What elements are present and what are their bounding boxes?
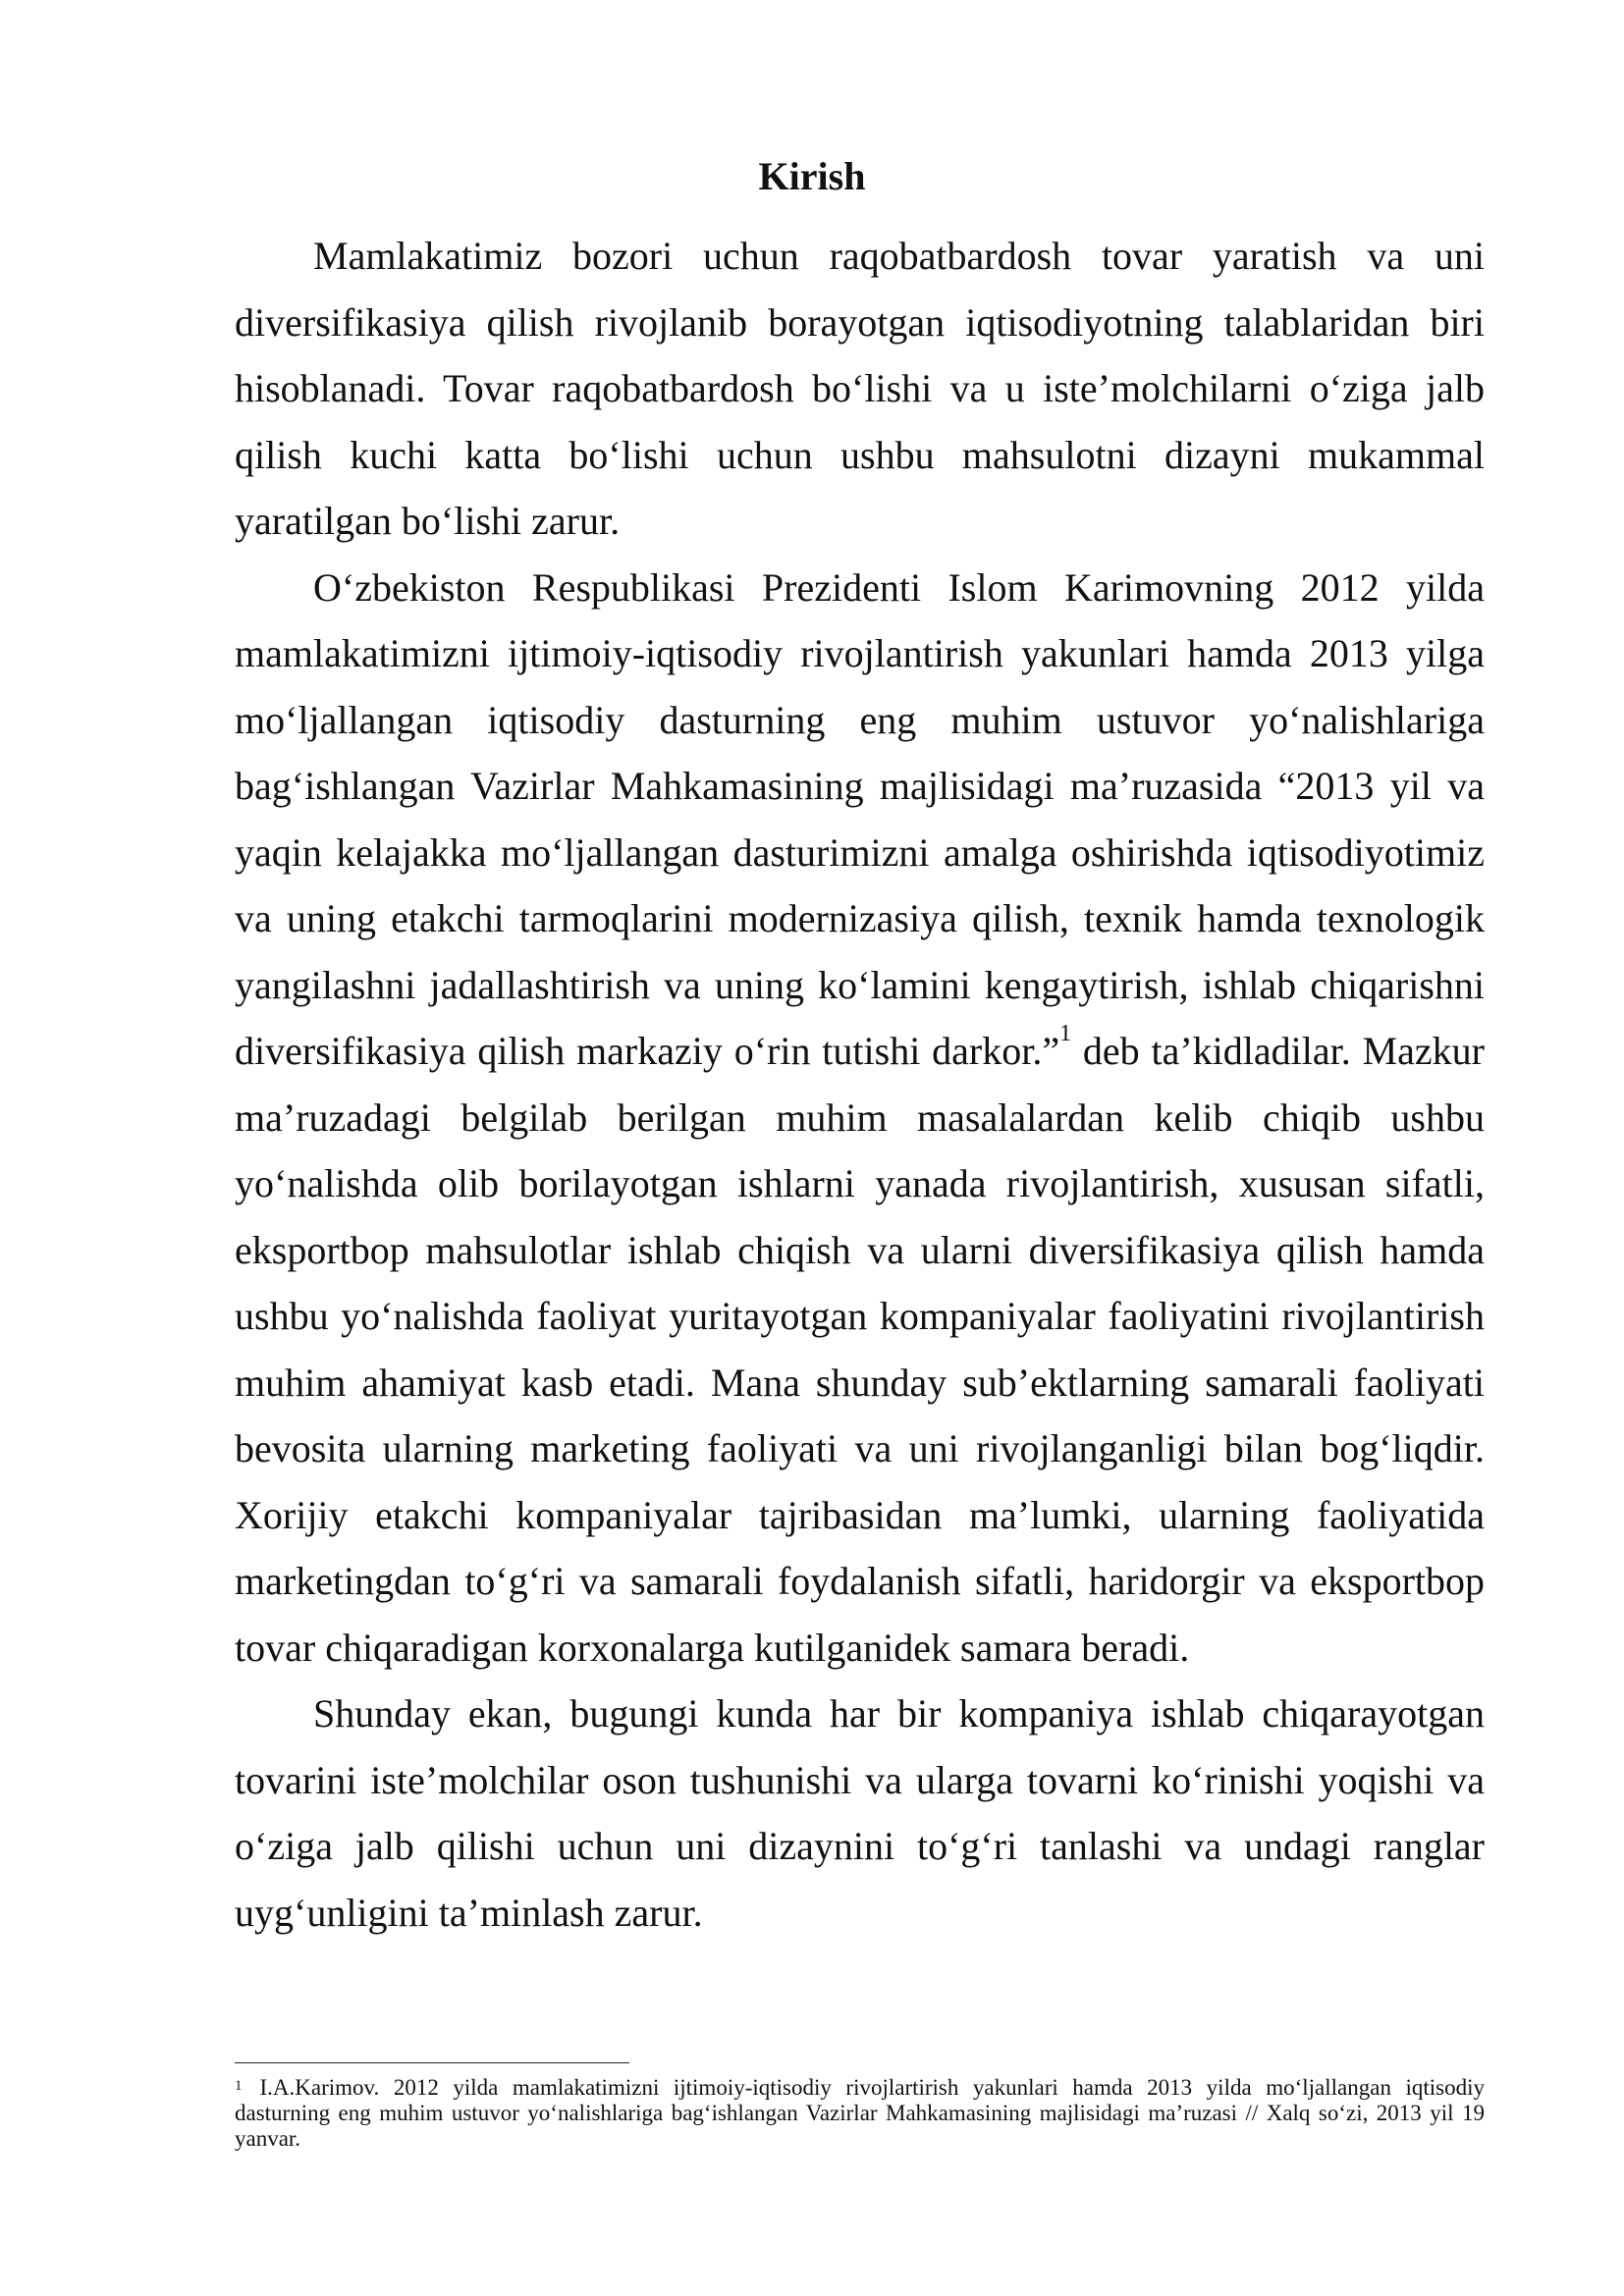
paragraph-2-part-2: deb ta’kidladilar. Mazkur ma’ruzadagi belgilab berilgan muhim masalalardan kelib chiqib ushbu yo‘nalishda olib borilayotgan ishlarni yanada rivojlantirish, xususan sifatli, eksportbop mahsulotlar ishlab chiqish va ularni diversifikasiya qilish hamda ushbu yo‘nalishda faoliyat yuritayotgan kompaniyalar faoliyatini rivojlantirish muhim ahamiyat kasb etadi. Mana shunday sub’ektlarning samarali faoliyati bevosita ularning marketing faoliyati va uni rivojlanganligi bilan bog‘liqdir. Xorijiy etakchi kompaniyalar tajribasidan ma’lumki, ularning faoliyatida marketingdan to‘g‘ri va samarali foydalanish sifatli, haridorgir va eksportbop tovar chiqaradigan korxonalarga kutilganidek samara beradi.	[235, 1029, 1485, 1670]
paragraph-2	[235, 555, 1485, 1682]
body-text	[235, 223, 1485, 1946]
paragraph-1: Mamlakatimiz bozori uchun raqobatbardosh tovar yaratish va uni diversifikasiya qilish rivojlanib borayotgan iqtisodiyotning talablaridan biri hisoblanadi. Tovar raqobatbardosh bo‘lishi va u iste’molchilarni o‘ziga jalb qilish kuchi katta bo‘lishi uchun ushbu mahsulotni dizayni mukammal yaratilgan bo‘lishi zarur.	[235, 234, 1485, 543]
paragraph-3: Shunday ekan, bugungi kunda har bir kompaniya ishlab chiqarayotgan tovarini iste’molchilar oson tushunishi va ularga tovarni ko‘rinishi yoqishi va o‘ziga jalb qilishi uchun uni dizaynini to‘g‘ri tanlashi va undagi ranglar uyg‘unligini ta’minlash zarur.	[235, 1691, 1485, 1935]
footnote-text: I.A.Karimov. 2012 yilda mamlakatimizni ijtimoiy-iqtisodiy rivojlartirish yakunlari hamda 2013 yilda mo‘ljallangan iqtisodiy dasturning eng muhim ustuvor yo‘nalishlariga bag‘ishlangan Vazirlar Mahkamasining majlisidagi ma’ruzasi // Xalq so‘zi, 2013 yil 19 yanvar.	[235, 2075, 1485, 2151]
paragraph-2-part-1: O‘zbekiston Respublikasi Prezidenti Islom Karimovning 2012 yilda mamlakatimizni ijtimoiy-iqtisodiy rivojlantirish yakunlari hamda 2013 yilga mo‘ljallangan iqtisodiy dasturning eng muhim ustuvor yo‘nalishlariga bag‘ishlangan Vazirlar Mahkamasining majlisidagi ma’ruzasida “2013 yil va yaqin kelajakka mo‘ljallangan dasturimizni amalga oshirishda iqtisodiyotimiz va uning etakchi tarmoqlarini modernizasiya qilish, texnik hamda texnologik yangilashni jadallashtirish va uning ko‘lamini kengaytirish, ishlab chiqarishni diversifikasiya qilish markaziy o‘rin tutishi darkor.”	[235, 564, 1485, 1073]
footnote-separator	[235, 2062, 629, 2063]
footnote-reference[interactable]: 1	[1059, 1021, 1072, 1046]
footnote-mark: 1	[235, 2078, 243, 2094]
page-title: Kirish	[758, 154, 866, 198]
footnote	[235, 2075, 1485, 2152]
